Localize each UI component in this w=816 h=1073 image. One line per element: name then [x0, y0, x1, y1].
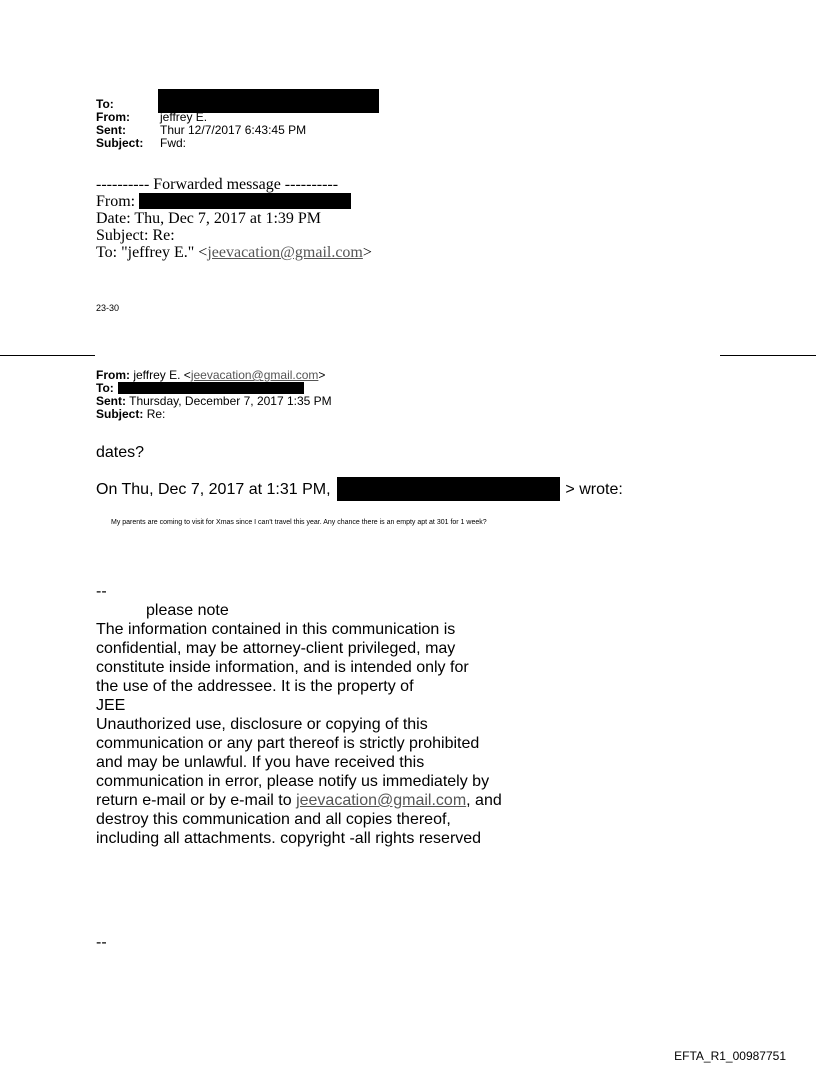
- forwarded-banner: ---------- Forwarded message ----------: [96, 176, 339, 193]
- header-sent-label: Sent:: [96, 123, 126, 137]
- separator-rule-right: [720, 355, 816, 356]
- redacted-forwarded-sender: [139, 193, 351, 209]
- disclaimer-line: The information contained in this communication is: [96, 621, 456, 638]
- inner-subject-label: Subject:: [96, 407, 144, 421]
- disclaimer-line: constitute inside information, and is intended only for: [96, 659, 469, 676]
- end-separator: --: [96, 934, 107, 951]
- inner-from-label: From:: [96, 368, 130, 382]
- inner-from-email-link[interactable]: jeevacation@gmail.com: [190, 368, 319, 382]
- inner-from-row: [96, 369, 332, 382]
- inner-sent-value: Thursday, December 7, 2017 1:35 PM: [129, 394, 332, 408]
- redacted-quote-sender: [337, 477, 560, 501]
- disclaimer-line: Unauthorized use, disclosure or copying of this: [96, 716, 428, 733]
- header-sent-value: Thur 12/7/2017 6:43:45 PM: [160, 123, 307, 137]
- forwarded-to-prefix: To: "jeffrey E." <: [96, 244, 208, 261]
- quote-wrote: > wrote:: [565, 481, 623, 498]
- forwarded-block: [96, 176, 372, 261]
- quoted-message: My parents are coming to visit for Xmas since I can't travel this year. Any chance there is an empty apt at 301 for 1 week?: [111, 519, 487, 526]
- header-from-value: jeffrey E.: [160, 110, 208, 124]
- email-header: [96, 98, 306, 150]
- inner-email-header: [96, 369, 332, 421]
- reply-text: dates?: [96, 444, 145, 461]
- disclaimer-email-line: [96, 791, 576, 810]
- disclaimer-line: confidential, may be attorney-client privileged, may: [96, 640, 456, 657]
- disclaimer-email-suffix: , and: [466, 792, 502, 809]
- disclaimer-block: [96, 601, 576, 848]
- forwarded-to-suffix: >: [362, 244, 372, 261]
- inner-from-suffix: >: [318, 368, 326, 382]
- disclaimer-line: the use of the addressee. It is the property of: [96, 678, 414, 695]
- inner-subject-row: [96, 408, 332, 421]
- forwarded-date: Date: Thu, Dec 7, 2017 at 1:39 PM: [96, 210, 322, 227]
- forwarded-subject: Subject: Re:: [96, 227, 175, 244]
- page-reference: 23-30: [96, 303, 120, 313]
- redacted-inner-recipient: [118, 382, 304, 394]
- forwarded-to-row: [96, 244, 372, 261]
- disclaimer-email-prefix: return e-mail or by e-mail to: [96, 792, 297, 809]
- header-subject-label: Subject:: [96, 136, 144, 150]
- header-from-label: From:: [96, 110, 130, 124]
- disclaimer-line: including all attachments. copyright -all rights reserved: [96, 830, 482, 847]
- signature-separator: --: [96, 583, 107, 600]
- separator-rule-left: [0, 355, 95, 356]
- inner-to-label: To:: [96, 381, 114, 395]
- inner-subject-value: Re:: [146, 407, 166, 421]
- header-to-label: To:: [96, 97, 114, 111]
- quote-intro: On Thu, Dec 7, 2017 at 1:31 PM,: [96, 481, 331, 498]
- inner-sent-label: Sent:: [96, 394, 126, 408]
- header-subject-value: Fwd:: [160, 136, 187, 150]
- disclaimer-email-link[interactable]: jeevacation@gmail.com: [296, 792, 467, 809]
- disclaimer-line: communication in error, please notify us immediately by: [96, 773, 490, 790]
- disclaimer-line: destroy this communication and all copies thereof,: [96, 811, 451, 828]
- forwarded-to-email-link[interactable]: jeevacation@gmail.com: [207, 244, 363, 261]
- disclaimer-heading: please note: [146, 602, 229, 619]
- header-subject-row: [96, 137, 306, 150]
- inner-from-name: jeffrey E. <: [133, 368, 191, 382]
- document-id: EFTA_R1_00987751: [674, 1049, 786, 1063]
- disclaimer-line: and may be unlawful. If you have received this: [96, 754, 425, 771]
- disclaimer-line: JEE: [96, 697, 126, 714]
- forwarded-from-label: From:: [96, 193, 136, 210]
- disclaimer-line: communication or any part thereof is strictly prohibited: [96, 735, 480, 752]
